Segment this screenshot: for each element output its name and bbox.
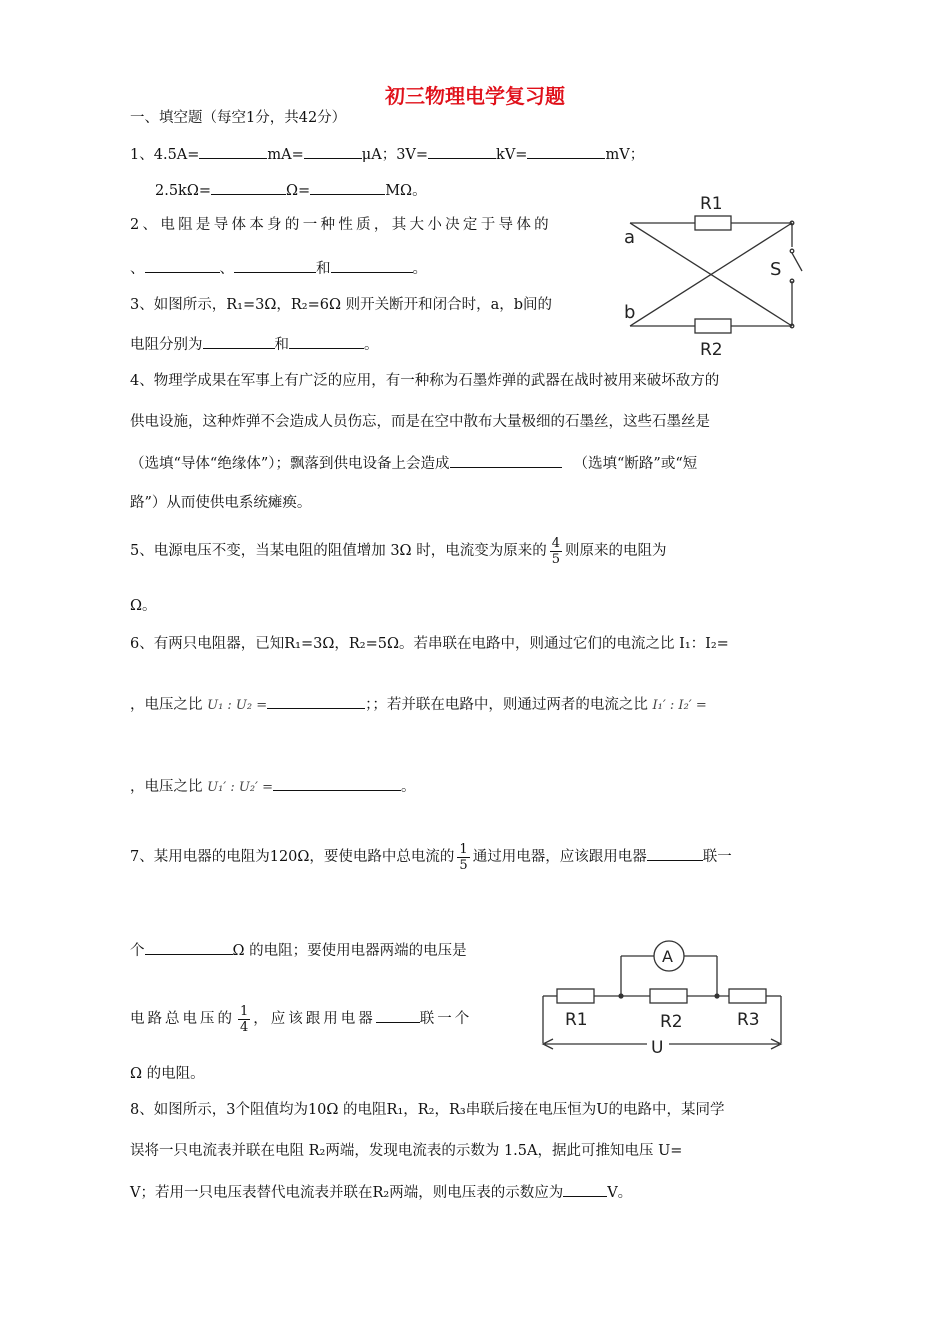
answer-blank[interactable]: [376, 1008, 420, 1023]
question-8-line-1: 8、如图所示，3个阻值均为10Ω 的电阻R₁，R₂，R₃串联后接在电压恒为U的电路中，某同学: [130, 1102, 725, 1118]
answer-blank[interactable]: [145, 258, 220, 273]
question-6-line-1: 6、有两只电阻器，已知R₁=3Ω，R₂=5Ω。若串联在电路中，则通过它们的电流之比 I₁：I₂=: [130, 636, 729, 652]
question-8-line-2: 误将一只电流表并联在电阻 R₂两端，发现电流表的示数为 1.5A，据此可推知电压 U=: [130, 1143, 683, 1159]
fig2-r3-label: R3: [737, 1010, 760, 1030]
answer-blank[interactable]: [211, 180, 286, 195]
answer-blank[interactable]: [450, 453, 562, 468]
fraction-1-5: $\frac{1}{5}$: [459, 841, 468, 873]
question-4-line-4: 路”）从而使供电系统瘫痪。: [130, 495, 312, 511]
fig1-a-label: a: [624, 227, 636, 248]
circuit-diagram-2: [535, 935, 795, 1060]
fig1-r1-label: R1: [700, 194, 723, 214]
answer-blank[interactable]: [234, 258, 316, 273]
fig2-u-label: U: [651, 1038, 664, 1058]
question-6-line-2: ，电压之比 U₁ : U₂ = ；；若并联在电路中，则通过两者的电流之比 I₁′ : I₂′ =: [130, 694, 707, 716]
fig1-s-label: S: [770, 259, 782, 280]
answer-blank[interactable]: [331, 258, 413, 273]
answer-blank[interactable]: [273, 776, 401, 791]
answer-blank[interactable]: [203, 334, 275, 349]
fig2-r1-label: R1: [565, 1010, 588, 1030]
question-7-line-2: 个 Ω 的电阻；要使用电器两端的电压是: [130, 940, 467, 961]
page-title: 初三物理电学复习题: [385, 84, 565, 108]
resistor-r1: [695, 216, 731, 230]
question-1-line-1: 1、4.5A= mA= μA；3V= kV= mV；: [130, 144, 644, 165]
question-1-line-2: 2.5kΩ= Ω= MΩ。: [155, 180, 427, 201]
question-4-line-1: 4、物理学成果在军事上有广泛的应用，有一种称为石墨炸弹的武器在战时被用来破坏敌方的: [130, 373, 720, 389]
ammeter-label: A: [662, 947, 673, 966]
question-3-line-1: 3、如图所示，R₁=3Ω，R₂=6Ω 则开关断开和闭合时，a，b间的: [130, 297, 553, 313]
circuit-diagram-1: [610, 185, 810, 360]
answer-blank[interactable]: [310, 180, 385, 195]
question-7-line-3: 电路总电压的 $\frac{1}{4}$ ，应该跟用电器 联一个: [130, 1003, 473, 1035]
fig1-b-label: b: [624, 302, 636, 323]
resistor-r3: [729, 989, 766, 1003]
switch-s: [792, 253, 802, 271]
question-7-line-4: Ω 的电阻。: [130, 1066, 205, 1082]
answer-blank[interactable]: [527, 144, 605, 159]
section-heading: 一、填空题（每空1分，共42分）: [130, 110, 347, 126]
voltage-ratio-parallel: U₁′ : U₂′ =: [207, 780, 274, 795]
voltage-ratio-series: U₁ : U₂ =: [207, 698, 268, 713]
question-4-line-3: （选填“导体“绝缘体”）；飘落到供电设备上会造成 （选填“断路”或“短: [130, 453, 697, 474]
question-4-line-2: 供电设施，这种炸弹不会造成人员伤忘，而是在空中散布大量极细的石墨丝，这些石墨丝是: [130, 414, 710, 430]
answer-blank[interactable]: [267, 694, 365, 709]
answer-blank[interactable]: [428, 144, 496, 159]
answer-blank[interactable]: [647, 846, 703, 861]
question-3-line-2: 电阻分别为 和 。: [130, 334, 379, 355]
resistor-r2: [695, 319, 731, 333]
resistor-r2: [650, 989, 687, 1003]
resistor-r1: [557, 989, 594, 1003]
answer-blank[interactable]: [289, 334, 364, 349]
question-2-line-2: 、 、 和 。: [130, 258, 427, 279]
fig2-r2-label: R2: [660, 1012, 683, 1032]
current-ratio-parallel: I₁′ : I₂′ =: [652, 698, 707, 713]
question-8-line-3: V；若用一只电压表替代电流表并联在R₂两端，则电压表的示数应为 V。: [130, 1182, 632, 1203]
fig1-r2-label: R2: [700, 340, 723, 360]
question-6-line-3: ，电压之比 U₁′ : U₂′ = 。: [130, 776, 416, 798]
answer-blank[interactable]: [304, 144, 362, 159]
answer-blank[interactable]: [199, 144, 267, 159]
question-2-line-1: 2、电阻是导体本身的一种性质，其大小决定于导体的: [130, 217, 552, 233]
fraction-4-5: $\frac{4}{5}$: [551, 535, 560, 567]
question-5-line-1: 5、电源电压不变，当某电阻的阻值增加 3Ω 时，电流变为原来的 $\frac{4}{5}$ 则原来的电阻为: [130, 535, 667, 567]
question-5-line-2: Ω。: [130, 598, 157, 614]
fraction-1-4: $\frac{1}{4}$: [240, 1003, 249, 1035]
question-7-line-1: 7、某用电器的电阻为120Ω，要使电路中总电流的 $\frac{1}{5}$ 通过用电器，应该跟用电器 联一: [130, 841, 732, 873]
answer-blank[interactable]: [563, 1182, 607, 1197]
answer-blank[interactable]: [145, 940, 233, 955]
